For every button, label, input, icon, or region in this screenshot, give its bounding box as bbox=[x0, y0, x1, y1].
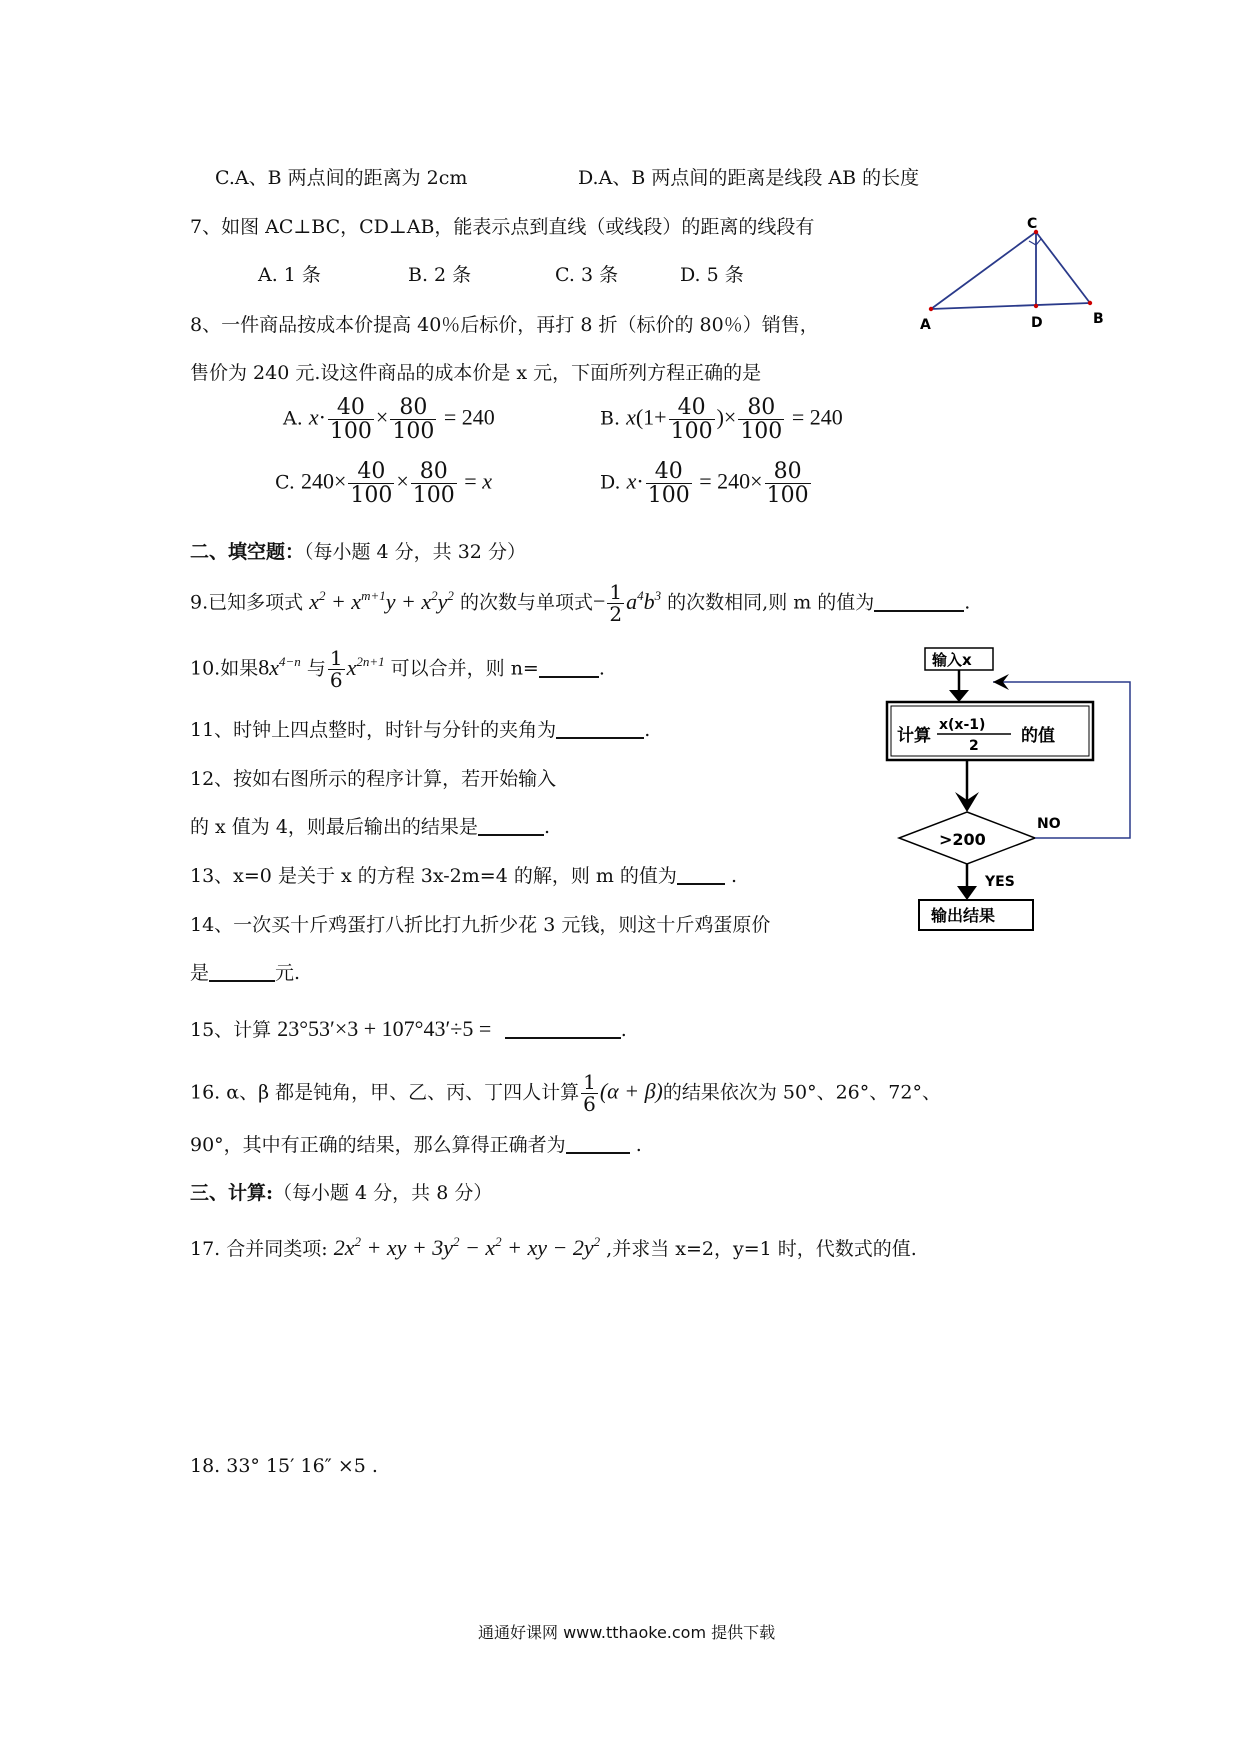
q12-line1: 12、按如右图所示的程序计算，若开始输入 bbox=[190, 768, 557, 790]
flowchart bbox=[875, 642, 1140, 942]
flow-yes-label: YES bbox=[985, 874, 1015, 890]
q7-text: 7、如图 AC⊥BC，CD⊥AB，能表示点到直线（或线段）的距离的线段有 bbox=[190, 216, 815, 238]
q16-line2: 90°，其中有正确的结果，那么算得正确者为 . bbox=[190, 1134, 642, 1156]
q17: 17. 合并同类项: $2x^2$ + xy + $3y^2 - x^2$ + xy − $2y^2$ ,并求当 x=2，y=1 时，代数式的值. bbox=[190, 1234, 917, 1260]
q14-line2: 是 元. bbox=[190, 962, 301, 984]
label-d: D bbox=[1031, 315, 1043, 330]
q6-option-d: D.A、B 两点间的距离是线段 AB 的长度 bbox=[578, 167, 920, 189]
q8-option-a: A. x· $\frac{40}{100}$ × $\frac{80}{100}$ = 240 bbox=[283, 395, 495, 445]
flow-output-label: 输出结果 bbox=[931, 906, 996, 925]
svg-text:>200: >200 bbox=[939, 830, 986, 849]
q13: 13、x=0 是关于 x 的方程 3x-2m=4 的解，则 m 的值为 . bbox=[190, 865, 738, 887]
q10: 10.如果$8x^{4-n}$ 与 $\frac{1}{6}$ $x^{2n+1}$ 可以合并，则 n= . bbox=[190, 646, 605, 692]
q16-line1: 16. α、β 都是钝角，甲、乙、丙、丁四人计算 $\frac{1}{6}$ (α + β)的结果依次为 50°、26°、72°、 bbox=[190, 1070, 941, 1116]
flow-no-label: NO bbox=[1037, 816, 1061, 832]
flow-input-label: 输入x bbox=[932, 651, 972, 669]
section-2-header: 二、填空题：（每小题 4 分，共 32 分） bbox=[190, 541, 526, 563]
q6-option-c: C.A、B 两点间的距离为 2cm bbox=[215, 167, 468, 189]
q12-line2: 的 x 值为 4，则最后输出的结果是 . bbox=[190, 816, 550, 838]
svg-text:x(x-1): x(x-1) bbox=[939, 717, 986, 733]
q11: 11、时钟上四点整时，时针与分针的夹角为 . bbox=[190, 719, 651, 741]
q7-option-b: B. 2 条 bbox=[408, 264, 472, 286]
q8-option-b: B. x(1+ $\frac{40}{100}$ )× $\frac{80}{100}$ = 240 bbox=[600, 395, 843, 445]
svg-text:计算: 计算 bbox=[897, 726, 931, 746]
q8-line2: 售价为 240 元.设这件商品的成本价是 x 元，下面所列方程正确的是 bbox=[190, 362, 762, 384]
svg-text:2: 2 bbox=[969, 738, 979, 754]
q7-option-c: C. 3 条 bbox=[555, 264, 619, 286]
section-3-header: 三、计算:（每小题 4 分，共 8 分） bbox=[190, 1182, 493, 1204]
q7-option-d: D. 5 条 bbox=[680, 264, 744, 286]
svg-text:的值: 的值 bbox=[1021, 726, 1055, 746]
label-b: B bbox=[1093, 311, 1104, 327]
q8-option-c: C. 240× $\frac{40}{100}$ × $\frac{80}{100}$ = x bbox=[275, 459, 492, 509]
label-a: A bbox=[920, 317, 931, 330]
q18: 18. 33° 15′ 16″ ×5 . bbox=[190, 1455, 378, 1477]
q9: 9.已知多项式 $x^2 + x^{m+1}y + x^2y^2$ 的次数与单项式− $\frac{1}{2}$ $a^4b^3$ 的次数相同,则 m 的值为 . bbox=[190, 580, 971, 626]
q7-option-a: A. 1 条 bbox=[258, 264, 321, 286]
q15: 15、计算 23°53′×3 + 107°43′÷5 = . bbox=[190, 1016, 627, 1041]
q8-line1: 8、一件商品按成本价提高 40％后标价，再打 8 折（标价的 80％）销售， bbox=[190, 314, 819, 336]
triangle-figure bbox=[915, 215, 1115, 330]
label-c: C bbox=[1027, 216, 1038, 232]
q14-line1: 14、一次买十斤鸡蛋打八折比打九折少花 3 元钱，则这十斤鸡蛋原价 bbox=[190, 914, 771, 936]
q8-option-d: D. x· $\frac{40}{100}$ = 240× $\frac{80}{100}$ bbox=[600, 459, 809, 509]
footer: 通通好课网 www.tthaoke.com 提供下载 bbox=[478, 1623, 776, 1642]
